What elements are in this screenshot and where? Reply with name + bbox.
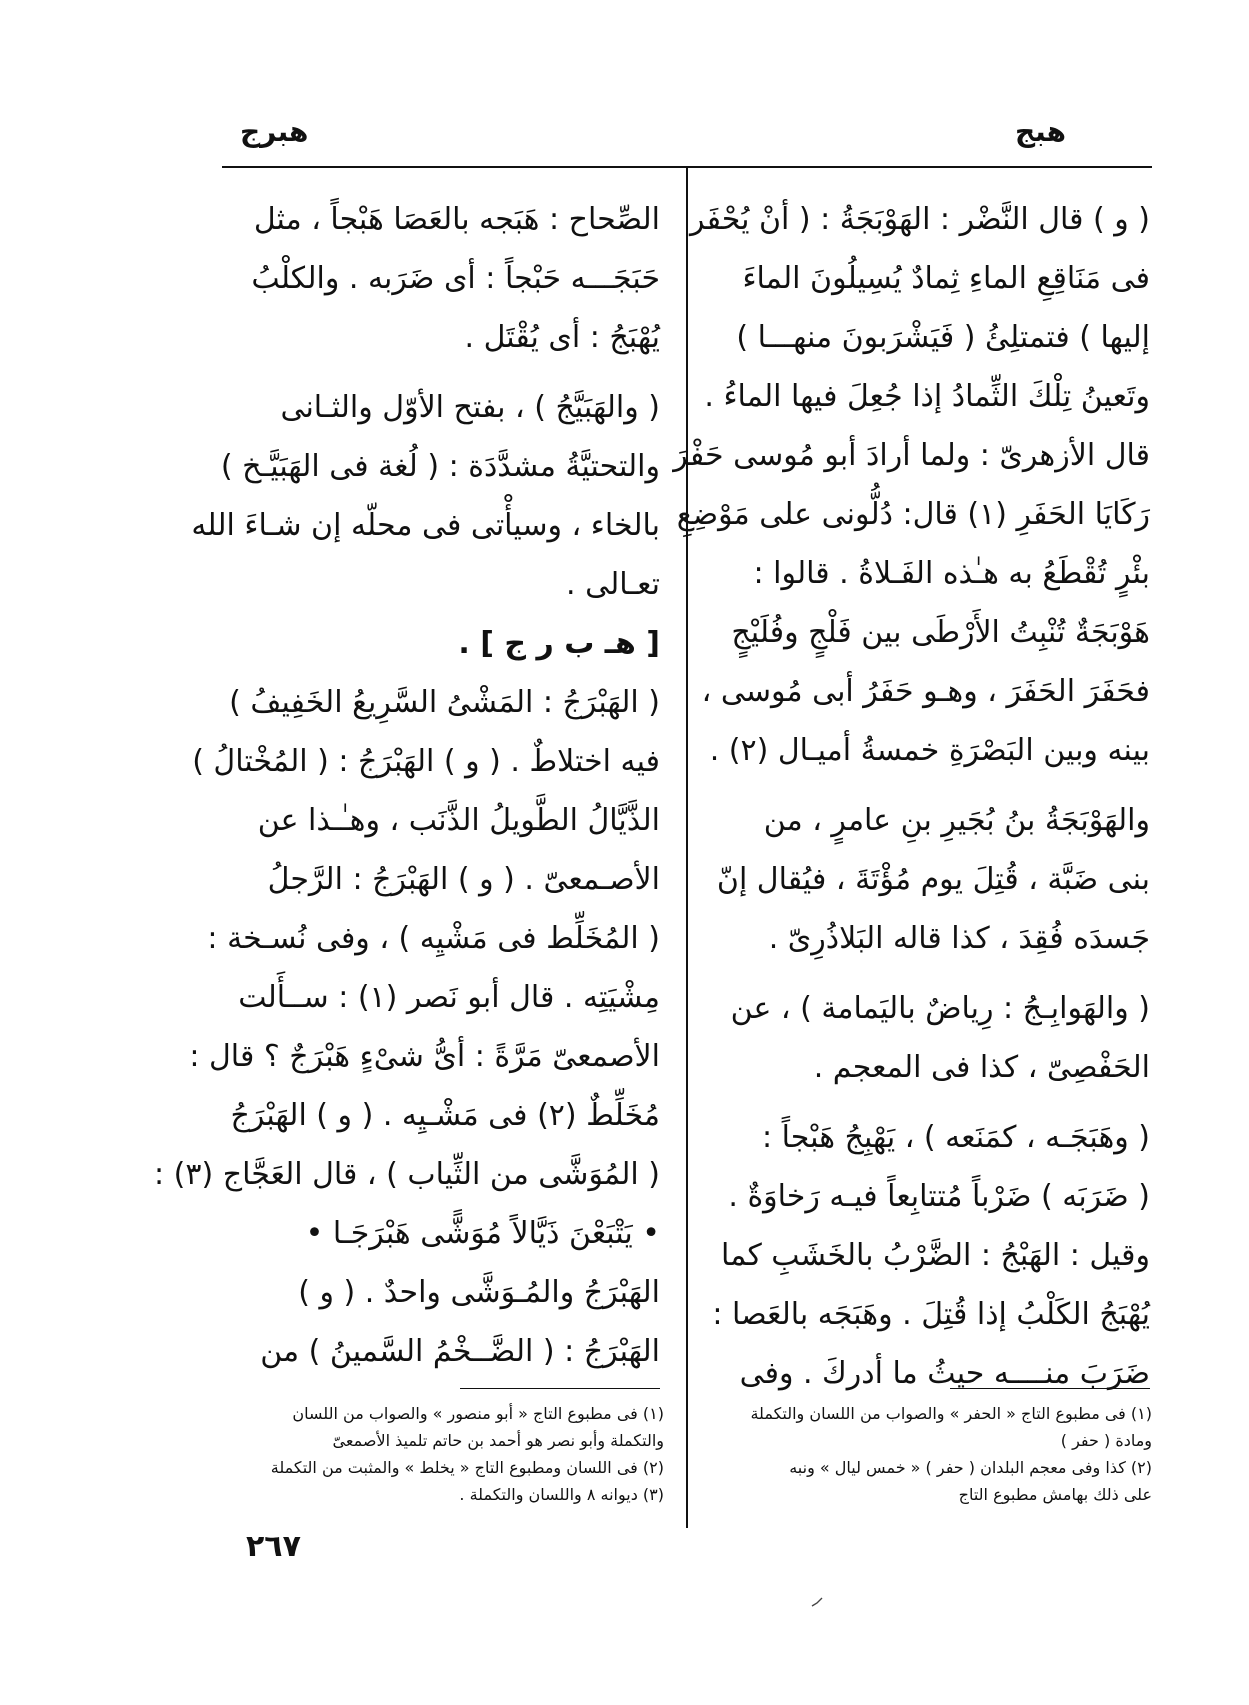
text-line: الأصمعىّ مَرَّةً : أىُّ شىْءٍ هَبْرَجٌ ؟ قال : — [189, 1039, 660, 1074]
text-line: وقيل : الهَبْجُ : الضَّرْبُ بالخَشَبِ كما — [720, 1238, 1150, 1273]
text-line: ( المُوَشَّى من الثِّياب ) ، قال العَجَّاج (٣) : — [154, 1157, 660, 1192]
running-head-left: هبرج — [240, 115, 309, 148]
page-number: ٢٦٧ — [246, 1529, 301, 1564]
text-line: والهَوْبَجَةُ بنُ بُجَيرِ بنِ عامرٍ ، من — [763, 803, 1150, 838]
text-line: بينه وبين البَصْرَةِ خمسةُ أميـال (٢) . — [709, 733, 1150, 768]
footnote-rule-left — [460, 1388, 660, 1389]
footnote: ومادة ( حفر ) — [1060, 1431, 1152, 1450]
entry-heading: [ هـ ب ر ج ] . — [458, 626, 660, 661]
footnote: (١) فى مطبوع التاج « أبو منصور » والصواب من اللسان — [292, 1404, 664, 1423]
text-line: الحَفْصِىّ ، كذا فى المعجم . — [813, 1050, 1150, 1085]
footnote: (٢) كذا وفى معجم البلدان ( حفر ) « خمس ليال » ونبه — [789, 1458, 1152, 1477]
text-line: بئْرٍ تُقْطَعُ به هـٰذه الفَـلاةُ . قالوا : — [753, 556, 1150, 591]
text-line: مِشْيَتِه . قال أبو نَصر (١) : ســأَلت — [238, 980, 660, 1015]
footnote: (١) فى مطبوع التاج « الحفر » والصواب من اللسان والتكملة — [750, 1404, 1152, 1423]
text-line: بالخاء ، وسيأْتى فى محلّه إن شـاءَ الله — [191, 508, 660, 543]
text-line: يُهْبَجُ : أى يُقْتَل . — [464, 320, 660, 355]
text-line: ضَرَبَ منــــه حيثُ ما أدركَ . وفى — [739, 1356, 1150, 1391]
running-head-right: هبج — [1015, 115, 1067, 148]
text-line: الذَّيَّالُ الطَّويلُ الذَّنَب ، وهـٰـذا عن — [257, 803, 660, 838]
text-line: الأصـمعىّ . ( و ) الهَبْرَجُ : الرَّجلُ — [267, 862, 660, 897]
footnotes-left — [212, 1400, 664, 1508]
paragraph-gap — [718, 780, 1150, 791]
text-line: ( والهَبَيَّجُ ) ، بفتح الأوّل والثـانى — [280, 390, 660, 425]
text-line: حَبَجَـــه حَبْجاً : أى ضَرَبه . والكلْبُ — [251, 261, 660, 296]
text-line: فحَفَرَ الحَفَرَ ، وهـو حَفَرُ أبى مُوسى ، — [701, 674, 1150, 709]
text-line: جَسدَه فُقِدَ ، كذا قاله البَلاذُرِىّ . — [768, 921, 1150, 956]
text-line: وتَعينُ تِلْكَ الثِّمادُ إذا جُعِلَ فيها الماءُ . — [704, 379, 1150, 414]
text-line: فيه اختلاطٌ . ( و ) الهَبْرَجُ : ( المُخْتالُ ) — [192, 744, 660, 779]
text-line: رَكَايَا الحَفَرِ (١) قال: دُلُّونى على مَوْضِعِ — [676, 497, 1150, 532]
stray-pen-mark-icon — [810, 1596, 824, 1608]
footnote: (٣) ديوانه ٨ واللسان والتكملة . — [459, 1485, 664, 1504]
text-line: ( و ) قال النَّضْر : الهَوْبَجَةُ : ( أنْ يُحْفَر — [690, 202, 1150, 237]
column-divider — [686, 166, 688, 1528]
right-column — [673, 190, 1150, 1403]
text-line: ( وهَبَجَـه ، كمَنَعه ) ، يَهْبِجُ هَبْجاً : — [762, 1120, 1150, 1155]
paragraph-gap — [718, 968, 1150, 979]
text-line: فى مَنَاقِعِ الماءِ ثِمادٌ يُسِيلُونَ الماءَ — [742, 261, 1150, 296]
text-line: تعـالى . — [566, 567, 660, 602]
text-line: ( الهَبْرَجُ : المَشْىُ السَّرِيعُ الخَفِيفُ ) — [229, 685, 660, 720]
text-line: ( المُخَلِّط فى مَشْيِه ) ، وفى نُسـخة : — [207, 921, 660, 956]
text-line: ( والهَوابِـجُ : رِياضٌ باليَمامة ) ، عن — [730, 991, 1150, 1026]
text-line: هَوْبَجَةٌ تُنْبِتُ الأَرْطَى بين فَلْجٍ وفُلَيْجٍ — [731, 615, 1150, 650]
text-line: بنى ضَبَّة ، قُتِلَ يوم مُؤْتَةَ ، فيُقال إنّ — [716, 862, 1150, 897]
text-line: مُخَلِّطٌ (٢) فى مَشْـيِه . ( و ) الهَبْرَجُ — [230, 1098, 660, 1133]
footnote-rule-right — [950, 1388, 1150, 1389]
text-line: والتحتيَّةُ مشدَّدَة : ( لُغة فى الهَبَيَّـخ ) — [220, 449, 660, 484]
footnote: (٢) فى اللسان ومطبوع التاج « يخلط » والمثبت من التكملة — [270, 1458, 664, 1477]
verse-line: • يَتْبَعْنَ ذَيَّالاً مُوَشًّى هَبْرَجَـا • — [305, 1216, 660, 1251]
footnote: والتكملة وأبو نصر هو أحمد بن حاتم تلميذ الأصمعىّ — [332, 1431, 664, 1450]
text-line: الهَبْرَجُ : ( الضَّــخْمُ السَّمينُ ) من — [260, 1334, 660, 1369]
text-line: إليها ) فتمتلِئُ ( فَيَشْرَبونَ منهـــا ) — [736, 320, 1150, 355]
text-line: ( ضَرَبَه ) ضَرْباً مُتتابِعاً فيـه رَخاوَةٌ . — [728, 1179, 1150, 1214]
text-line: الهَبْرَجُ والمُـوَشَّى واحدٌ . ( و ) — [298, 1275, 660, 1310]
left-column — [154, 190, 660, 1381]
text-line: يُهْبَجُ الكَلْبُ إذا قُتِلَ . وهَبَجَه بالعَصا : — [712, 1297, 1150, 1332]
paragraph-gap — [212, 367, 660, 378]
footnotes-right — [722, 1400, 1152, 1508]
text-line: الصِّحاح : هَبَجه بالعَصَا هَبْجاً ، مثل — [253, 202, 660, 237]
footnote: على ذلك بهامش مطبوع التاج — [958, 1485, 1152, 1504]
text-line: قال الأزهرىّ : ولما أرادَ أبو مُوسى حَفْرَ — [673, 438, 1150, 473]
paragraph-gap — [718, 1097, 1150, 1108]
